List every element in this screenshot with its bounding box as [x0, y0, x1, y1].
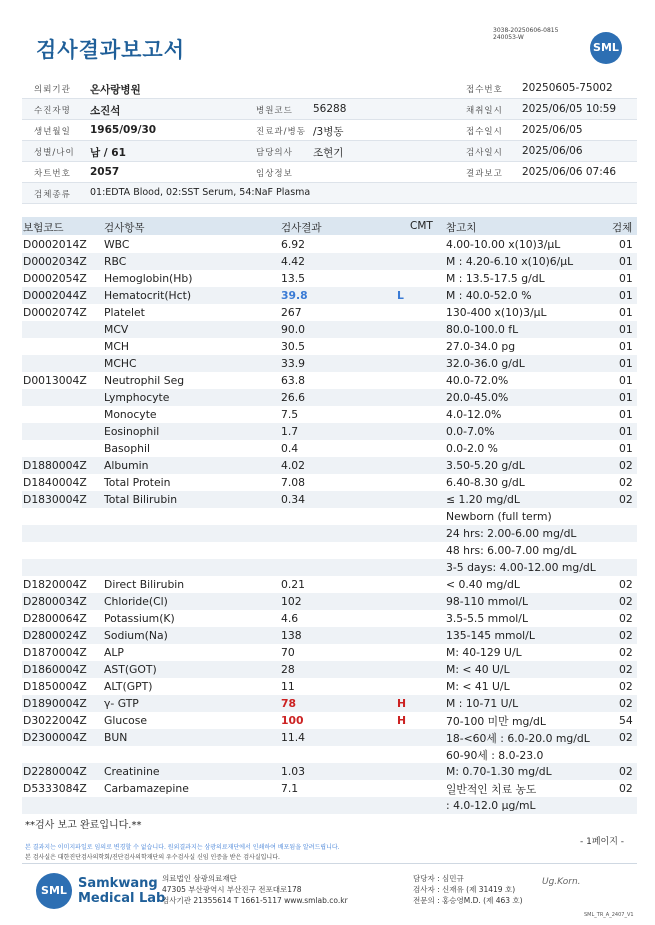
table-row [22, 712, 637, 729]
brand-name-line1: Samkwang [78, 876, 158, 891]
table-row [22, 678, 637, 695]
cell-code: D2800034Z [23, 595, 87, 608]
cell-item: MCH [104, 340, 129, 353]
col-code: 보험코드 [23, 222, 64, 234]
cell-result: 4.02 [281, 459, 306, 472]
results-table [22, 236, 637, 814]
table-row [22, 576, 637, 593]
cell-ref: ≤ 1.20 mg/dL [446, 493, 520, 506]
cell-result: 63.8 [281, 374, 306, 387]
cell-code: D0013004Z [23, 374, 87, 387]
label-clinical-info: 임상정보 [256, 169, 293, 179]
table-row [22, 491, 637, 508]
cell-code: D1870004Z [23, 646, 87, 659]
footer-staff-1: 담당자 : 심민규 [413, 874, 464, 883]
header-row-5 [22, 162, 637, 183]
footer-staff-3: 전문의 : 홍승영M.D. (제 463 호) [413, 896, 523, 905]
cell-ref: M : 4.20-6.10 x(10)6/μL [446, 255, 574, 268]
cell-result: 1.03 [281, 765, 306, 778]
cell-ref: M: < 40 U/L [446, 663, 510, 676]
table-row [22, 423, 637, 440]
cell-item: Hemoglobin(Hb) [104, 272, 193, 285]
cell-result: 28 [281, 663, 295, 676]
value-receipt-no: 20250605-75002 [522, 82, 613, 94]
value-test-date: 2025/06/06 [522, 145, 583, 157]
cell-result: 138 [281, 629, 302, 642]
cell-spec: 01 [619, 442, 633, 455]
cell-code: D1820004Z [23, 578, 87, 591]
cell-result: 6.92 [281, 238, 306, 251]
cell-code: D0002074Z [23, 306, 87, 319]
cell-spec: 02 [619, 765, 633, 778]
cell-ref: 24 hrs: 2.00-6.00 mg/dL [446, 527, 577, 540]
cell-ref: 20.0-45.0% [446, 391, 509, 404]
table-row [22, 644, 637, 661]
table-row [22, 270, 637, 287]
cell-ref: 70-100 미만 mg/dL [446, 715, 546, 728]
cell-result: 0.34 [281, 493, 306, 506]
value-sex-age: 남 / 61 [90, 147, 126, 159]
cell-ref: 135-145 mmol/L [446, 629, 535, 642]
cell-spec: 54 [619, 714, 633, 727]
table-row [22, 610, 637, 627]
table-row [22, 627, 637, 644]
header-row-6 [22, 183, 637, 204]
cell-ref: 0.0-2.0 % [446, 442, 498, 455]
cell-ref: 4.00-10.00 x(10)3/μL [446, 238, 561, 251]
cell-ref: M : 13.5-17.5 g/dL [446, 272, 545, 285]
cell-item: Basophil [104, 442, 150, 455]
table-row [22, 797, 637, 814]
cell-spec: 02 [619, 459, 633, 472]
cell-item: Direct Bilirubin [104, 578, 185, 591]
cell-item: WBC [104, 238, 130, 251]
cell-ref: M : 40.0-52.0 % [446, 289, 532, 302]
cell-result: 70 [281, 646, 295, 659]
cell-spec: 02 [619, 493, 633, 506]
sml-logo-bottom-text: SML [41, 884, 67, 897]
cell-spec: 02 [619, 578, 633, 591]
label-institution: 의뢰기관 [34, 85, 71, 95]
table-row [22, 253, 637, 270]
col-ref: 참고치 [446, 222, 477, 234]
value-dept: /3병동 [313, 126, 344, 138]
cell-result: 102 [281, 595, 302, 608]
header-row-2 [22, 99, 637, 120]
cell-result: 100 [281, 714, 304, 727]
cell-result: 13.5 [281, 272, 306, 285]
table-row [22, 355, 637, 372]
cell-result: 0.21 [281, 578, 306, 591]
signature: Ug.Korn. [542, 877, 581, 887]
cell-ref: 60-90세 : 8.0-23.0 [446, 749, 544, 762]
cell-ref: 48 hrs: 6.00-7.00 mg/dL [446, 544, 577, 557]
cell-item: Albumin [104, 459, 149, 472]
cell-ref: 32.0-36.0 g/dL [446, 357, 525, 370]
cell-ref: M: 0.70-1.30 mg/dL [446, 765, 552, 778]
cell-ref: M: < 41 U/L [446, 680, 510, 693]
value-collection-date: 2025/06/05 10:59 [522, 103, 617, 115]
footer-org: 의료법인 삼광의료재단 [162, 874, 237, 883]
cell-code: D2800024Z [23, 629, 87, 642]
cell-spec: 02 [619, 697, 633, 710]
label-specimen: 검체종류 [34, 190, 71, 200]
cell-item: Total Protein [104, 476, 171, 489]
table-row [22, 780, 637, 797]
cell-code: D2280004Z [23, 765, 87, 778]
cell-ref: 0.0-7.0% [446, 425, 495, 438]
cell-spec: 02 [619, 476, 633, 489]
cell-ref: 4.0-12.0% [446, 408, 502, 421]
cell-result: 0.4 [281, 442, 299, 455]
cell-item: Glucose [104, 714, 148, 727]
header-row-4 [22, 141, 637, 162]
value-hospital-code: 56288 [313, 103, 347, 115]
cell-ref: 3.5-5.5 mmol/L [446, 612, 528, 625]
cell-code: D1830004Z [23, 493, 87, 506]
cell-ref: 40.0-72.0% [446, 374, 509, 387]
cell-result: 7.1 [281, 782, 299, 795]
label-hospital-code: 병원코드 [256, 106, 293, 116]
cell-result: 4.42 [281, 255, 306, 268]
cell-spec: 02 [619, 646, 633, 659]
cell-item: ALP [104, 646, 124, 659]
cell-item: Sodium(Na) [104, 629, 168, 642]
cell-result: 39.8 [281, 289, 308, 302]
page-number: - 1페이지 - [580, 837, 625, 847]
form-number: SML_TR_A_2407_V1 [584, 912, 634, 918]
table-row [22, 406, 637, 423]
cell-item: Hematocrit(Hct) [104, 289, 192, 302]
cell-code: D0002034Z [23, 255, 87, 268]
cell-item: Monocyte [104, 408, 157, 421]
cell-ref: 일반적인 치료 농도 [446, 783, 537, 796]
cell-result: 11.4 [281, 731, 306, 744]
cell-item: Eosinophil [104, 425, 160, 438]
cell-item: Carbamazepine [104, 782, 189, 795]
cell-item: Platelet [104, 306, 145, 319]
cell-result: 30.5 [281, 340, 306, 353]
cell-ref: 27.0-34.0 pg [446, 340, 516, 353]
cell-result: 7.08 [281, 476, 306, 489]
cell-result: 33.9 [281, 357, 306, 370]
table-row [22, 729, 637, 746]
cell-code: D5333084Z [23, 782, 87, 795]
cell-ref: Newborn (full term) [446, 510, 552, 523]
header-row-3 [22, 120, 637, 141]
table-row [22, 593, 637, 610]
report-title: 검사결과보고서 [36, 38, 186, 62]
table-row [22, 321, 637, 338]
value-patient-name: 소진석 [90, 105, 121, 117]
cell-item: Neutrophil Seg [104, 374, 185, 387]
col-item: 검사항목 [104, 222, 145, 234]
cell-code: D1850004Z [23, 680, 87, 693]
cell-spec: 01 [619, 255, 633, 268]
cell-spec: 01 [619, 272, 633, 285]
cell-item: RBC [104, 255, 127, 268]
label-doctor: 담당의사 [256, 148, 293, 158]
footer-note-1: 본 결과지는 이미지파일로 임의로 변경할 수 없습니다. 원외결과지는 삼광의료재단에서 인쇄하여 배포됨을 알려드립니다. [25, 844, 340, 851]
cell-ref: 3.50-5.20 g/dL [446, 459, 525, 472]
cell-spec: 01 [619, 425, 633, 438]
cell-code: D1880004Z [23, 459, 87, 472]
cell-spec: 01 [619, 357, 633, 370]
cell-result: 11 [281, 680, 295, 693]
table-row [22, 746, 637, 763]
cell-item: γ- GTP [104, 697, 139, 710]
label-test-date: 검사일시 [466, 148, 503, 158]
cell-code: D0002054Z [23, 272, 87, 285]
cell-spec: 01 [619, 340, 633, 353]
sml-logo-text: SML [593, 41, 619, 54]
table-row [22, 661, 637, 678]
cell-spec: 01 [619, 391, 633, 404]
table-row [22, 763, 637, 780]
label-dept: 진료과/병동 [256, 127, 306, 137]
cell-code: D1890004Z [23, 697, 87, 710]
label-receipt-no: 접수번호 [466, 85, 503, 95]
cell-item: MCV [104, 323, 129, 336]
cell-code: D0002044Z [23, 289, 87, 302]
cell-item: BUN [104, 731, 128, 744]
cell-ref: 98-110 mmol/L [446, 595, 528, 608]
cell-spec: 02 [619, 612, 633, 625]
label-sex-age: 성별/나이 [34, 148, 75, 158]
cell-item: AST(GOT) [104, 663, 157, 676]
table-row [22, 372, 637, 389]
value-institution: 온사랑병원 [90, 84, 141, 96]
table-row [22, 474, 637, 491]
label-dob: 생년월일 [34, 127, 71, 137]
cell-item: MCHC [104, 357, 137, 370]
cell-code: D2800064Z [23, 612, 87, 625]
cell-ref: 80.0-100.0 fL [446, 323, 519, 336]
cell-item: ALT(GPT) [104, 680, 153, 693]
sml-logo-top [590, 32, 622, 64]
cell-spec: 01 [619, 408, 633, 421]
cell-ref: M : 10-71 U/L [446, 697, 519, 710]
col-cmt: CMT [410, 220, 433, 232]
cell-result: 78 [281, 697, 297, 710]
cell-spec: 02 [619, 629, 633, 642]
cell-item: Creatinine [104, 765, 160, 778]
table-row [22, 542, 637, 559]
value-doctor: 조현기 [313, 147, 344, 159]
report-complete: **검사 보고 완료입니다.** [25, 820, 142, 831]
cell-ref: 130-400 x(10)3/μL [446, 306, 547, 319]
cell-spec: 02 [619, 782, 633, 795]
cell-code: D0002014Z [23, 238, 87, 251]
cell-ref: : 4.0-12.0 μg/mL [446, 799, 536, 812]
value-dob: 1965/09/30 [90, 124, 157, 136]
cell-spec: 01 [619, 289, 633, 302]
table-row [22, 508, 637, 525]
label-patient-name: 수진자명 [34, 106, 71, 116]
cell-result: 4.6 [281, 612, 299, 625]
footer-address: 47305 부산광역시 부산진구 전포대로178 [162, 885, 302, 894]
value-chart-no: 2057 [90, 166, 120, 178]
cell-ref: M: 40-129 U/L [446, 646, 522, 659]
cell-spec: 01 [619, 374, 633, 387]
cell-code: D1860004Z [23, 663, 87, 676]
cell-item: Total Bilirubin [104, 493, 178, 506]
table-row [22, 389, 637, 406]
cell-item: Lymphocyte [104, 391, 170, 404]
cell-ref: 3-5 days: 4.00-12.00 mg/dL [446, 561, 596, 574]
table-row [22, 695, 637, 712]
brand-name-line2: Medical Lab [78, 891, 166, 906]
cell-spec: 02 [619, 680, 633, 693]
col-result: 검사결과 [281, 222, 322, 234]
cell-item: Chloride(Cl) [104, 595, 168, 608]
table-row [22, 559, 637, 576]
cell-item: Potassium(K) [104, 612, 175, 625]
sml-logo-bottom [36, 873, 72, 909]
cell-spec: 01 [619, 238, 633, 251]
table-row [22, 525, 637, 542]
cell-result: 1.7 [281, 425, 299, 438]
label-receipt-date: 접수일시 [466, 127, 503, 137]
table-row [22, 304, 637, 321]
value-specimen: 01:EDTA Blood, 02:SST Serum, 54:NaF Plasma [90, 187, 311, 198]
cell-code: D1840004Z [23, 476, 87, 489]
table-row [22, 440, 637, 457]
cell-flag: H [397, 697, 407, 710]
table-row [22, 287, 637, 304]
cell-result: 7.5 [281, 408, 299, 421]
cell-spec: 02 [619, 595, 633, 608]
footer-divider [22, 863, 637, 864]
label-chart-no: 차트번호 [34, 169, 71, 179]
cell-ref: 18-<60세 : 6.0-20.0 mg/dL [446, 732, 590, 745]
footer-staff-2: 검사자 : 신재유 (제 31419 호) [413, 885, 516, 894]
cell-ref: 6.40-8.30 g/dL [446, 476, 525, 489]
cell-result: 90.0 [281, 323, 306, 336]
cell-result: 26.6 [281, 391, 306, 404]
cell-flag: H [397, 714, 407, 727]
footer-phone: 검사기관 21355614 T 1661-5117 www.smlab.co.kr [162, 896, 348, 905]
cell-spec: 02 [619, 731, 633, 744]
col-spec: 검체 [612, 222, 633, 234]
value-receipt-date: 2025/06/05 [522, 124, 583, 136]
cell-ref: < 0.40 mg/dL [446, 578, 520, 591]
label-report-date: 결과보고 [466, 169, 503, 179]
value-report-date: 2025/06/06 07:46 [522, 166, 617, 178]
document-id: 3038-20250606-0815 240053-W [493, 27, 559, 41]
cell-code: D3022004Z [23, 714, 87, 727]
label-collection-date: 채취일시 [466, 106, 503, 116]
cell-spec: 01 [619, 306, 633, 319]
cell-flag: L [397, 289, 404, 302]
table-row [22, 236, 637, 253]
table-row [22, 338, 637, 355]
header-row-1 [22, 78, 637, 99]
cell-result: 267 [281, 306, 302, 319]
footer-note-2: 본 검사실은 대한진단검사의학회/진단검사의학재단의 우수검사실 신임 인증을 받은 검사실입니다. [25, 854, 280, 861]
cell-code: D2300004Z [23, 731, 87, 744]
cell-spec: 02 [619, 663, 633, 676]
results-column-header [22, 217, 637, 235]
table-row [22, 457, 637, 474]
cell-spec: 01 [619, 323, 633, 336]
